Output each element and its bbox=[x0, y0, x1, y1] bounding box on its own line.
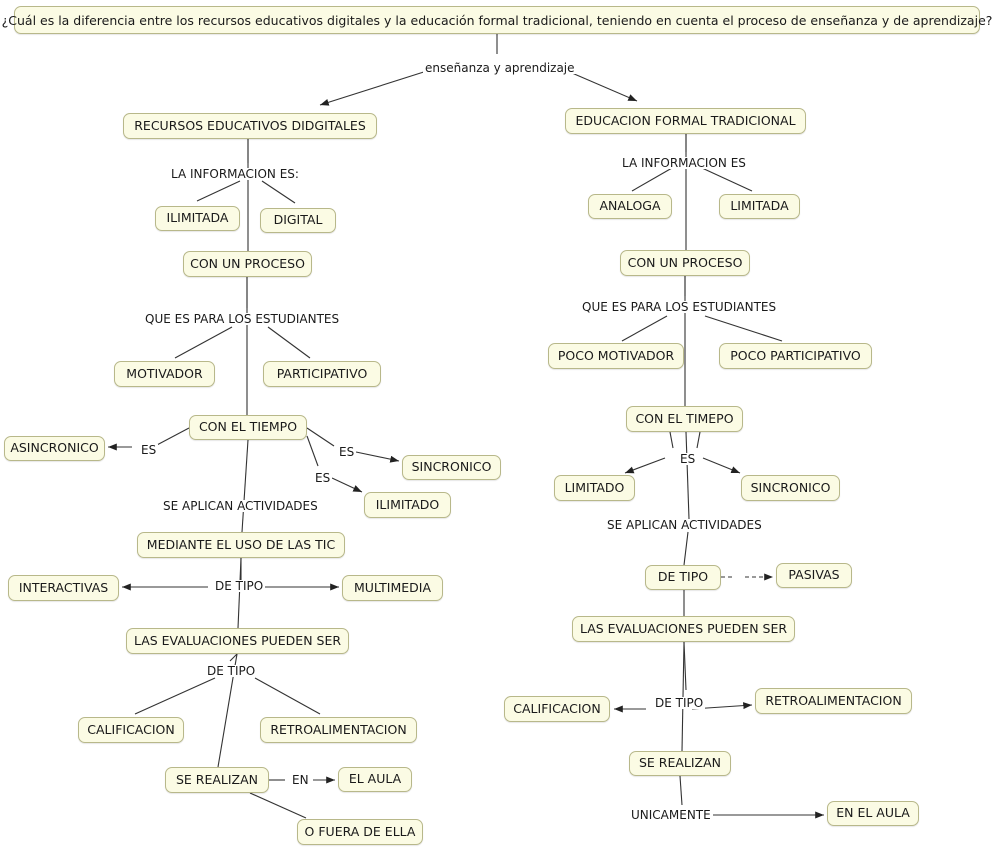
node-motivador[interactable]: MOTIVADOR bbox=[114, 361, 215, 387]
link-label-es-ilimitado: ES bbox=[315, 471, 331, 485]
node-calificacion-left[interactable]: CALIFICACION bbox=[78, 717, 184, 743]
node-evaluaciones-right[interactable]: LAS EVALUACIONES PUEDEN SER bbox=[572, 616, 795, 642]
node-con-un-proceso-right[interactable]: CON UN PROCESO bbox=[620, 250, 750, 276]
node-digital[interactable]: DIGITAL bbox=[260, 208, 336, 233]
node-retroalimentacion-right[interactable]: RETROALIMENTACION bbox=[755, 688, 912, 714]
node-limitada[interactable]: LIMITADA bbox=[719, 194, 800, 219]
node-evaluaciones-left[interactable]: LAS EVALUACIONES PUEDEN SER bbox=[126, 628, 349, 654]
node-ilimitado[interactable]: ILIMITADO bbox=[364, 492, 451, 518]
node-limitado[interactable]: LIMITADO bbox=[554, 475, 635, 501]
node-interactivas[interactable]: INTERACTIVAS bbox=[8, 575, 119, 601]
node-pasivas[interactable]: PASIVAS bbox=[776, 563, 852, 588]
link-label-detipo-tic: DE TIPO bbox=[215, 579, 264, 593]
link-label-es-asincronico: ES bbox=[141, 443, 157, 457]
node-ilimitada[interactable]: ILIMITADA bbox=[155, 206, 240, 231]
node-asincronico[interactable]: ASINCRONICO bbox=[4, 436, 105, 461]
link-label-estudiantes-left: QUE ES PARA LOS ESTUDIANTES bbox=[145, 312, 340, 326]
node-mediante-el-uso-de-las-tic[interactable]: MEDIANTE EL USO DE LAS TIC bbox=[137, 532, 345, 558]
question-box bbox=[1, 6, 993, 34]
link-label-info-left: LA INFORMACION ES: bbox=[171, 167, 299, 181]
node-multimedia[interactable]: MULTIMEDIA bbox=[342, 575, 443, 601]
link-label-es-right: ES bbox=[680, 452, 696, 466]
node-poco-motivador[interactable]: POCO MOTIVADOR bbox=[548, 343, 684, 369]
question-text: ¿Cuál es la diferencia entre los recursos educativos digitales y la educación formal tradicional, teniendo en cuenta el proceso de enseñanza y de aprendizaje? bbox=[1, 12, 993, 28]
node-se-realizan-left[interactable]: SE REALIZAN bbox=[165, 767, 269, 793]
link-label-detipo-evaluaciones-right: DE TIPO bbox=[655, 696, 704, 710]
link-label-detipo-evaluaciones-left: DE TIPO bbox=[207, 664, 256, 678]
node-educacion-formal-tradicional[interactable]: EDUCACION FORMAL TRADICIONAL bbox=[565, 108, 806, 134]
link-label-estudiantes-right: QUE ES PARA LOS ESTUDIANTES bbox=[582, 300, 777, 314]
link-label-info-right: LA INFORMACION ES bbox=[622, 156, 746, 170]
link-label-unicamente: UNICAMENTE bbox=[631, 808, 711, 822]
node-en-el-aula[interactable]: EN EL AULA bbox=[827, 801, 919, 826]
node-con-un-proceso-left[interactable]: CON UN PROCESO bbox=[183, 251, 312, 277]
link-label-actividades-left: SE APLICAN ACTIVIDADES bbox=[163, 499, 318, 513]
node-participativo[interactable]: PARTICIPATIVO bbox=[263, 361, 381, 387]
node-sincronico-left[interactable]: SINCRONICO bbox=[402, 455, 501, 480]
link-label-root: enseñanza y aprendizaje bbox=[425, 61, 575, 75]
node-con-el-tiempo-right[interactable]: CON EL TIMEPO bbox=[626, 406, 743, 432]
node-se-realizan-right[interactable]: SE REALIZAN bbox=[629, 751, 731, 776]
node-de-tipo-right[interactable]: DE TIPO bbox=[645, 565, 721, 590]
node-retroalimentacion-left[interactable]: RETROALIMENTACION bbox=[260, 717, 417, 743]
node-analoga[interactable]: ANALOGA bbox=[588, 194, 672, 219]
node-sincronico-right[interactable]: SINCRONICO bbox=[741, 475, 840, 501]
node-recursos-educativos-digitales[interactable]: RECURSOS EDUCATIVOS DIDGITALES bbox=[123, 113, 377, 139]
link-label-es-sincronico-left: ES bbox=[339, 445, 355, 459]
link-label-en: EN bbox=[292, 773, 309, 787]
node-poco-participativo[interactable]: POCO PARTICIPATIVO bbox=[719, 343, 872, 369]
node-con-el-tiempo-left[interactable]: CON EL TIEMPO bbox=[189, 415, 307, 440]
node-el-aula[interactable]: EL AULA bbox=[338, 767, 412, 792]
node-o-fuera-de-ella[interactable]: O FUERA DE ELLA bbox=[297, 819, 423, 845]
node-calificacion-right[interactable]: CALIFICACION bbox=[504, 696, 610, 722]
link-label-actividades-right: SE APLICAN ACTIVIDADES bbox=[607, 518, 762, 532]
